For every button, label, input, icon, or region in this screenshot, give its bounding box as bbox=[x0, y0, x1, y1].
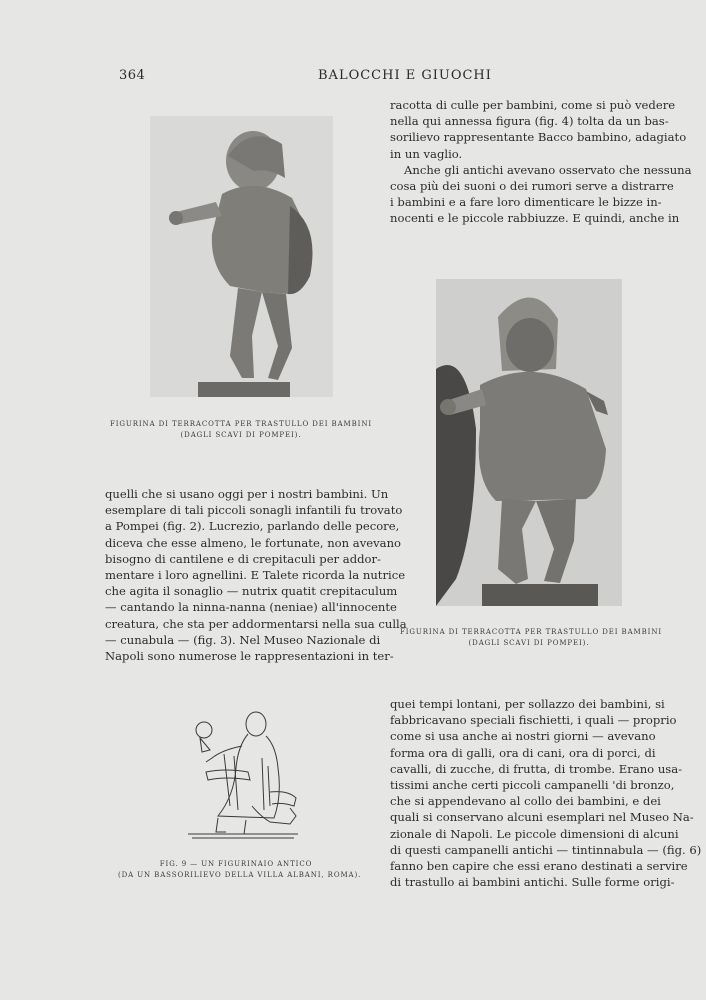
text-line: racotta di culle per bambini, come si può vedere bbox=[390, 98, 676, 112]
text-line: quali si conservano alcuni esemplari nel Museo Na- bbox=[390, 810, 694, 825]
figure-terracotta-photo-1 bbox=[150, 116, 333, 397]
figure-caption-1 bbox=[110, 419, 372, 441]
terracotta-figurine-illustration bbox=[150, 116, 333, 397]
text-line: Napoli sono numerose le rappresentazioni in ter- bbox=[105, 649, 394, 664]
text-line: cavalli, di zucche, di frutta, di trombe. Erano usa- bbox=[390, 761, 683, 776]
text-line: quelli che si usano oggi per i nostri bambini. Un bbox=[105, 487, 389, 501]
text-line: di trastullo ai bambini antichi. Sulle forme origi- bbox=[390, 875, 675, 890]
text-column-top-right bbox=[390, 97, 692, 227]
figure-caption-2 bbox=[400, 627, 663, 649]
text-line: — cantando la ninna-nanna (neniae) all'innocente bbox=[105, 600, 397, 615]
caption-line: FIGURINA DI TERRACOTTA PER TRASTULLO DEI BAMBINI bbox=[110, 420, 373, 428]
engraving-illustration bbox=[178, 706, 304, 846]
text-line: zionale di Napoli. Le piccole dimensioni di alcuni bbox=[390, 826, 679, 841]
text-line: nella qui annessa figura (fig. 4) tolta da un bas- bbox=[390, 114, 669, 129]
text-line: che si appendevano al collo dei bambini, e dei bbox=[390, 794, 661, 809]
figure-caption-3 bbox=[118, 859, 362, 881]
text-line: sorilievo rappresentante Bacco bambino, adagiato bbox=[390, 130, 687, 145]
text-line: in un vaglio. bbox=[390, 146, 463, 161]
text-column-middle-left bbox=[105, 486, 407, 664]
text-line: fabbricavano speciali fischietti, i quali — proprio bbox=[390, 713, 677, 728]
caption-line: (DAGLI SCAVI DI POMPEI). bbox=[180, 431, 302, 439]
text-line: quei tempi lontani, per sollazzo dei bambini, si bbox=[390, 697, 665, 711]
text-line: forma ora di galli, ora di cani, ora di porci, di bbox=[390, 745, 656, 760]
page-number: 364 bbox=[119, 68, 146, 83]
text-line: diceva che esse almeno, le fortunate, non avevano bbox=[105, 535, 402, 550]
caption-line: FIG. 9 — UN FIGURINAIO ANTICO bbox=[159, 860, 313, 868]
text-line: i bambini e a fare loro dimenticare le bizze in- bbox=[390, 195, 662, 210]
text-line: tissimi anche certi piccoli campanelli 'di bronzo, bbox=[390, 778, 675, 793]
text-line: cosa più dei suoni o dei rumori serve a distrarre bbox=[390, 179, 674, 194]
text-line: di questi campanelli antichi — tintinnabula — (fig. 6) bbox=[390, 842, 702, 857]
text-column-bottom-right bbox=[390, 696, 702, 890]
text-line: come si usa anche ai nostri giorni — avevano bbox=[390, 729, 656, 744]
text-line: che agita il sonaglio — nutrix quatit crepitaculum bbox=[105, 584, 398, 599]
text-line: esemplare di tali piccoli sonagli infantili fu trovato bbox=[105, 503, 403, 518]
text-line: a Pompei (fig. 2). Lucrezio, parlando delle pecore, bbox=[105, 519, 400, 534]
text-line: creatura, che sta per addormentarsi nella sua culla bbox=[105, 616, 407, 631]
text-line: bisogno di cantilene e di crepitaculi per addor- bbox=[105, 551, 381, 566]
caption-line: (DAGLI SCAVI DI POMPEI). bbox=[468, 639, 590, 647]
figure-figurinaio-engraving bbox=[178, 706, 304, 846]
caption-line: (DA UN BASSORILIEVO DELLA VILLA ALBANI, ROMA). bbox=[118, 871, 362, 879]
text-line: mentare i loro agnellini. E Talete ricorda la nutrice bbox=[105, 568, 406, 583]
caption-line: FIGURINA DI TERRACOTTA PER TRASTULLO DEI BAMBINI bbox=[400, 628, 663, 636]
text-line: — cunabula — (fig. 3). Nel Museo Nazionale di bbox=[105, 632, 381, 647]
running-title: BALOCCHI E GIUOCHI bbox=[318, 68, 492, 83]
text-line: Anche gli antichi avevano osservato che nessuna bbox=[404, 162, 692, 177]
figure-terracotta-photo-2 bbox=[436, 279, 622, 606]
terracotta-figurine-illustration bbox=[436, 279, 622, 606]
text-line: nocenti e le piccole rabbiuzze. E quindi, anche in bbox=[390, 211, 680, 226]
text-line: fanno ben capire che essi erano destinati a servire bbox=[390, 859, 688, 874]
